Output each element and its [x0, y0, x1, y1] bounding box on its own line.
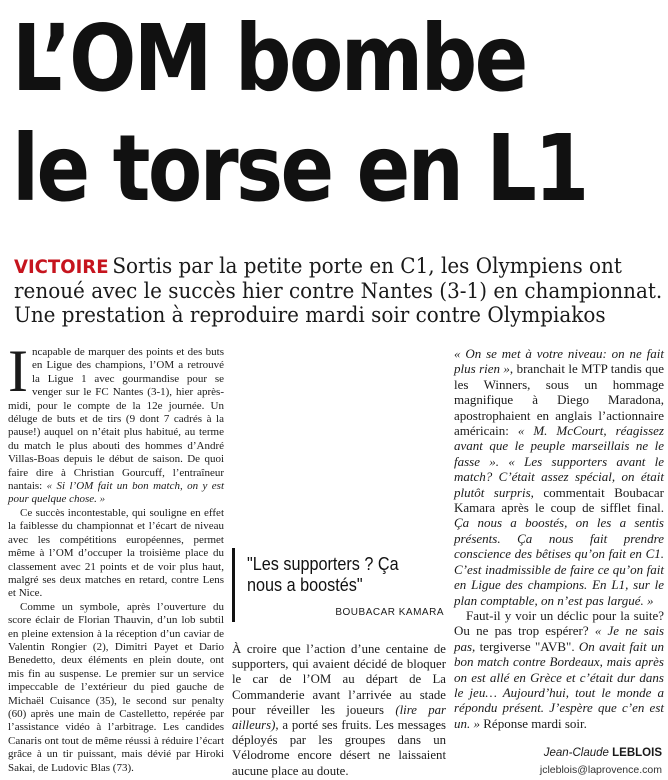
pull-quote-text: "Les supporters ? Ça nous a boostés": [247, 554, 399, 595]
headline: [12, 4, 662, 224]
paragraph-1: Incapable de marquer des points et des buts en Ligue des champions, l’OM a retrouvé la Ligue 1 avec gourmandise pour se venger sur le FC Nantes (3-1), hier après-midi, pour le compte de la 12e journée. Un déluge de buts et de tirs (9 dont 7 cadrés à la pause!) auquel on n’était plus habitué, au terme du match le plus abouti des hommes d’André Villas-Boas depuis le début de saison. De quoi faire dire à Christian Gourcuff, l’entraîneur nantais: « Si l’OM fait un bon match, on y est pour quelque chose. »: [8, 338, 224, 506]
pull-quote: [232, 548, 446, 622]
byline: Jean-Claude LEBLOIS: [543, 747, 662, 759]
standfirst-line-2: renoué avec le succès hier contre Nantes (3-1) en championnat.: [14, 279, 663, 303]
paragraph-4: À croire que l’action d’une centaine de supporters, qui avaient décidé de bloquer le car de l’OM au départ de La Commanderie avant l’arrivée au stade pour réveiller les joueurs (lire par ailleurs), a porté ses fruits. Les messages déployés par les groupes dans un Vélodrome encore désert ne laissaient aucune place au doute.: [232, 642, 446, 778]
paragraph-3-start: Comme un symbole, après l’ouverture du score éclair de Florian Thauvin, d’un lob subtil en pleine extension à la réception d’un caviar de Valentin Rongier (2), Dimitri Payet et Dario Benedetto, deux éléments en plein doute, ont mis fin au suspense. Le premier sur un service impeccable de l’extérieur du pied gauche de Michaël Cuisance (35), le second sur penalty (60) après une main de Castelletto, repérée par l’assistance vidéo à l’arbitrage. Les candides Canaris ont tout de même réussi à réduire l’écart grâce à un tir puissant, mais dévié par Hiroki Sakai, de Ludovic Blas (73).: [8, 600, 224, 774]
paragraph-5: Faut-il y voir un déclic pour la suite? Ou ne pas trop espérer? « Je ne sais pas, tergiverse "AVB". On avait fait un bon match contre Bordeaux, mais après on est allé en Grèce et c’était dur dans le jeu… Aujourd’hui, tout le monde a répondu présent. J’espère que c’en est un. » Réponse mardi soir.: [454, 607, 665, 731]
headline-line-2: le torse en L1: [12, 115, 587, 222]
pull-quote-author: BOUBACAR KAMARA: [335, 607, 444, 618]
standfirst-line-3: Une prestation à reproduire mardi soir contre Olympiakos: [14, 303, 606, 327]
drop-cap: I: [8, 338, 28, 404]
kicker: VICTOIRE: [14, 256, 109, 278]
article-column-2-lower: [232, 642, 446, 779]
article-column-1: [8, 338, 224, 775]
standfirst: [14, 254, 664, 327]
quote-gourcuff: « Si l’OM fait un bon match, on y est pour quelque chose. »: [8, 480, 224, 506]
article-column-3: [454, 346, 664, 731]
headline-line-1: L’OM bombe: [12, 5, 526, 112]
paragraph-4-cont: « On se met à votre niveau: on ne fait plus rien », branchait le MTP tandis que les Winners, sous un hommage magnifique à Diego Maradona, apostrophaient en anglais l’actionnaire américain: « M. McCourt, réagissez avant que le peuple marseillais ne le fasse ». « Les supporters avant le match? C’était assez spécial, on était plutôt surpris, commentait Boubacar Kamara après le coup de sifflet final. Ça nous a boostés, on les a sentis présents. Ça nous fait prendre conscience des bêtises qu’on fait en C1. C’est inadmissible de faire ce qu’on fait en Ligue des champions. En L1, sur le plan comptable, on n’est pas largué. »: [454, 346, 665, 608]
paragraph-2: Ce succès incontestable, qui souligne en effet la faiblesse du championnat et l’écart de niveau avec les compétitions européennes, permet même à l’OM d’occuper la troisième place du classement avec 21 points et de voir plus haut, malgré ses deux matches en retard, contre Lens et Nice.: [8, 506, 224, 600]
author-email[interactable]: jcleblois@laprovence.com: [539, 764, 662, 776]
standfirst-line-1: Sortis par la petite porte en C1, les Olympiens ont: [112, 254, 622, 278]
